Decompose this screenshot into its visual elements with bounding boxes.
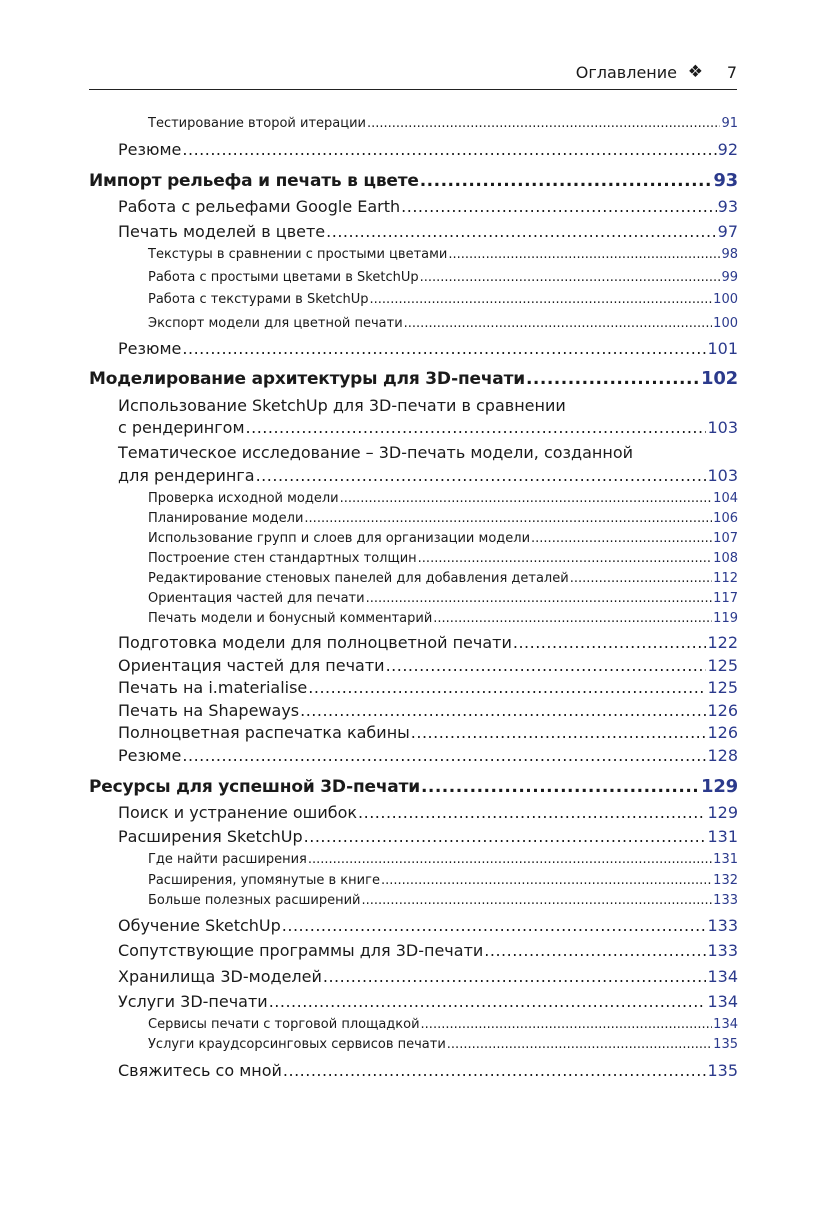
toc-entry-title: Печать на i.materialise	[118, 678, 308, 697]
toc-entry-title: с рендерингом	[118, 418, 245, 437]
toc-entry-first-line[interactable]: Использование SketchUp для 3D-печати в сравнении	[118, 396, 566, 415]
toc-chapter-title: Импорт рельефа и печать в цвете	[89, 171, 419, 191]
toc-entry-title: Текстуры в сравнении с простыми цветами	[148, 247, 448, 262]
toc-entry[interactable]	[118, 941, 738, 960]
toc-page-number: 103	[707, 466, 738, 485]
toc-entry[interactable]	[118, 916, 738, 935]
toc-page-number: 129	[707, 803, 738, 822]
toc-page-number: 131	[713, 852, 738, 867]
toc-entry[interactable]	[148, 270, 738, 285]
toc-entry[interactable]	[148, 247, 738, 262]
leader-dots	[308, 678, 706, 697]
toc-entry-first-line[interactable]: Тематическое исследование – 3D-печать модели, созданной	[118, 443, 634, 462]
leader-dots	[433, 611, 712, 626]
leader-dots	[367, 116, 720, 131]
leader-dots	[447, 1037, 712, 1052]
toc-entry[interactable]	[118, 827, 738, 846]
toc-entry-title: Полноцветная распечатка кабины	[118, 723, 410, 742]
toc-entry-title: Печать моделей в цвете	[118, 222, 326, 241]
leader-dots	[300, 701, 706, 720]
toc-page-number: 122	[707, 633, 738, 652]
toc-page-number: 129	[701, 776, 738, 797]
header-title: Оглавление	[575, 63, 677, 82]
toc-page-number: 99	[721, 270, 738, 285]
toc-entry[interactable]	[118, 992, 738, 1011]
toc-page-number: 92	[717, 140, 738, 159]
leader-dots	[513, 633, 707, 652]
leader-dots	[304, 511, 712, 526]
leader-dots	[401, 197, 716, 216]
toc-entry[interactable]	[148, 551, 738, 566]
toc-entry-title: Экспорт модели для цветной печати	[148, 316, 403, 331]
toc-page-number: 97	[717, 222, 738, 241]
toc-entry-title: Проверка исходной модели	[148, 491, 339, 506]
toc-entry-title: Работа с текстурами в SketchUp	[148, 292, 369, 307]
toc-page-number: 93	[713, 170, 738, 191]
toc-entry[interactable]	[118, 222, 738, 241]
toc-entry-title: для рендеринга	[118, 466, 255, 485]
toc-entry[interactable]	[148, 852, 738, 867]
toc-chapter-title: Ресурсы для успешной 3D-печати	[89, 777, 420, 797]
toc-page-number: 100	[713, 316, 738, 331]
toc-page-number: 106	[713, 511, 738, 526]
toc-entry-title: Поиск и устранение ошибок	[118, 803, 358, 822]
leader-dots	[570, 571, 712, 586]
toc-entry[interactable]	[118, 140, 738, 159]
leader-dots	[256, 466, 707, 485]
toc-page-number: 112	[713, 571, 738, 586]
toc-page-number: 98	[721, 247, 738, 262]
toc-entry-title: Обучение SketchUp	[118, 916, 281, 935]
toc-entry[interactable]	[148, 316, 738, 331]
toc-entry-title: Сопутствующие программы для 3D-печати	[118, 941, 484, 960]
leader-dots	[526, 369, 700, 389]
toc-entry[interactable]	[118, 339, 738, 358]
toc-page-number: 131	[707, 827, 738, 846]
toc-chapter-title: Моделирование архитектуры для 3D-печати	[89, 369, 525, 389]
toc-entry-title: Построение стен стандартных толщин	[148, 551, 417, 566]
ornament-icon: ❖	[687, 62, 703, 82]
toc-page-number: 134	[707, 992, 738, 1011]
leader-dots	[420, 171, 713, 191]
toc-entry-title: Работа с простыми цветами в SketchUp	[148, 270, 419, 285]
leader-dots	[421, 777, 700, 797]
toc-page-number: 101	[707, 339, 738, 358]
leader-dots	[421, 1017, 713, 1032]
leader-dots	[484, 941, 706, 960]
toc-page-number: 132	[713, 873, 738, 888]
leader-dots	[411, 723, 707, 742]
leader-dots	[386, 656, 707, 675]
toc-entry[interactable]	[118, 701, 738, 720]
toc-page-number: 119	[713, 611, 738, 626]
toc-entry[interactable]	[118, 746, 738, 765]
toc-page-number: 134	[713, 1017, 738, 1032]
toc-entry-title: Печать модели и бонусный комментарий	[148, 611, 433, 626]
toc-page-number: 108	[713, 551, 738, 566]
leader-dots	[531, 531, 712, 546]
toc-entry[interactable]	[118, 678, 738, 697]
toc-chapter[interactable]	[89, 170, 738, 191]
toc-entry[interactable]	[118, 418, 738, 437]
toc-page-number: 133	[707, 916, 738, 935]
toc-chapter[interactable]	[89, 776, 738, 797]
leader-dots	[366, 591, 713, 606]
leader-dots	[418, 551, 713, 566]
leader-dots	[404, 316, 713, 331]
toc-entry[interactable]	[148, 893, 738, 908]
toc-entry-title: Услуги краудсорсинговых сервисов печати	[148, 1037, 446, 1052]
toc-entry-title: Услуги 3D-печати	[118, 992, 268, 1011]
toc-page-number: 103	[707, 418, 738, 437]
toc-entry[interactable]	[148, 611, 738, 626]
toc-entry[interactable]	[148, 1037, 738, 1052]
toc-page-number: 135	[713, 1037, 738, 1052]
toc-entry-title: Резюме	[118, 140, 182, 159]
toc-page-number: 135	[707, 1061, 738, 1080]
toc-page-number: 128	[707, 746, 738, 765]
toc-entry[interactable]	[118, 803, 738, 822]
toc-entry-title: Свяжитесь со мной	[118, 1061, 282, 1080]
toc-page-number: 102	[701, 368, 738, 389]
toc-entry-title: Больше полезных расширений	[148, 893, 361, 908]
toc-entry-title: Использование групп и слоев для организации модели	[148, 531, 531, 546]
toc-page-number: 126	[707, 723, 738, 742]
leader-dots	[246, 418, 707, 437]
toc-entry-title: Расширения, упомянутые в книге	[148, 873, 380, 888]
toc-chapter[interactable]	[89, 368, 738, 389]
toc-page-number: 117	[713, 591, 738, 606]
toc-entry[interactable]	[148, 591, 738, 606]
toc-page-number: 134	[707, 967, 738, 986]
toc-entry[interactable]	[148, 292, 738, 307]
leader-dots	[326, 222, 717, 241]
leader-dots	[448, 247, 720, 262]
toc-entry-title: Ориентация частей для печати	[148, 591, 365, 606]
toc-page-number: 125	[707, 656, 738, 675]
toc-entry-title: Резюме	[118, 746, 182, 765]
toc-page-number: 104	[713, 491, 738, 506]
toc-entry-title: Редактирование стеновых панелей для добавления деталей	[148, 571, 569, 586]
toc-entry[interactable]	[148, 531, 738, 546]
toc-page-number: 126	[707, 701, 738, 720]
leader-dots	[182, 140, 716, 159]
toc-page-number: 125	[707, 678, 738, 697]
leader-dots	[362, 893, 713, 908]
leader-dots	[283, 1061, 707, 1080]
toc-entry-title: Планирование модели	[148, 511, 304, 526]
toc-entry-title: Работа с рельефами Google Earth	[118, 197, 401, 216]
toc-entry[interactable]	[118, 1061, 738, 1080]
toc-entry-title: Резюме	[118, 339, 182, 358]
leader-dots	[182, 746, 706, 765]
toc-entry[interactable]	[118, 723, 738, 742]
toc-page-number: 100	[713, 292, 738, 307]
toc-entry[interactable]	[148, 511, 738, 526]
toc-page-number: 133	[707, 941, 738, 960]
leader-dots	[304, 827, 707, 846]
toc-entry-title: Сервисы печати с торговой площадкой	[148, 1017, 420, 1032]
toc-entry-title: Ориентация частей для печати	[118, 656, 385, 675]
leader-dots	[282, 916, 707, 935]
toc-entry-title: Печать на Shapeways	[118, 701, 300, 720]
toc-page-number: 91	[721, 116, 738, 131]
leader-dots	[323, 967, 707, 986]
toc-entry-title: Тестирование второй итерации	[148, 116, 366, 131]
leader-dots	[370, 292, 713, 307]
toc-entry-title: Хранилища 3D-моделей	[118, 967, 322, 986]
leader-dots	[340, 491, 713, 506]
toc-entry[interactable]	[148, 873, 738, 888]
toc-entry[interactable]	[118, 633, 738, 652]
leader-dots	[381, 873, 712, 888]
toc-page-number: 93	[717, 197, 738, 216]
toc-entry[interactable]	[118, 466, 738, 485]
toc-entry[interactable]	[118, 197, 738, 216]
toc-entry[interactable]	[148, 116, 738, 131]
toc-page-number: 133	[713, 893, 738, 908]
leader-dots	[308, 852, 712, 867]
toc-entry[interactable]	[118, 967, 738, 986]
toc-entry[interactable]	[118, 656, 738, 675]
toc-entry[interactable]	[148, 1017, 738, 1032]
leader-dots	[358, 803, 706, 822]
toc-entry-title: Подготовка модели для полноцветной печати	[118, 633, 512, 652]
toc-entry-title: Расширения SketchUp	[118, 827, 303, 846]
toc-page-number: 107	[713, 531, 738, 546]
leader-dots	[420, 270, 721, 285]
leader-dots	[269, 992, 707, 1011]
page-number: 7	[726, 63, 737, 82]
toc-entry[interactable]	[148, 491, 738, 506]
toc-entry[interactable]	[148, 571, 738, 586]
leader-dots	[182, 339, 706, 358]
toc-entry-title: Где найти расширения	[148, 852, 307, 867]
